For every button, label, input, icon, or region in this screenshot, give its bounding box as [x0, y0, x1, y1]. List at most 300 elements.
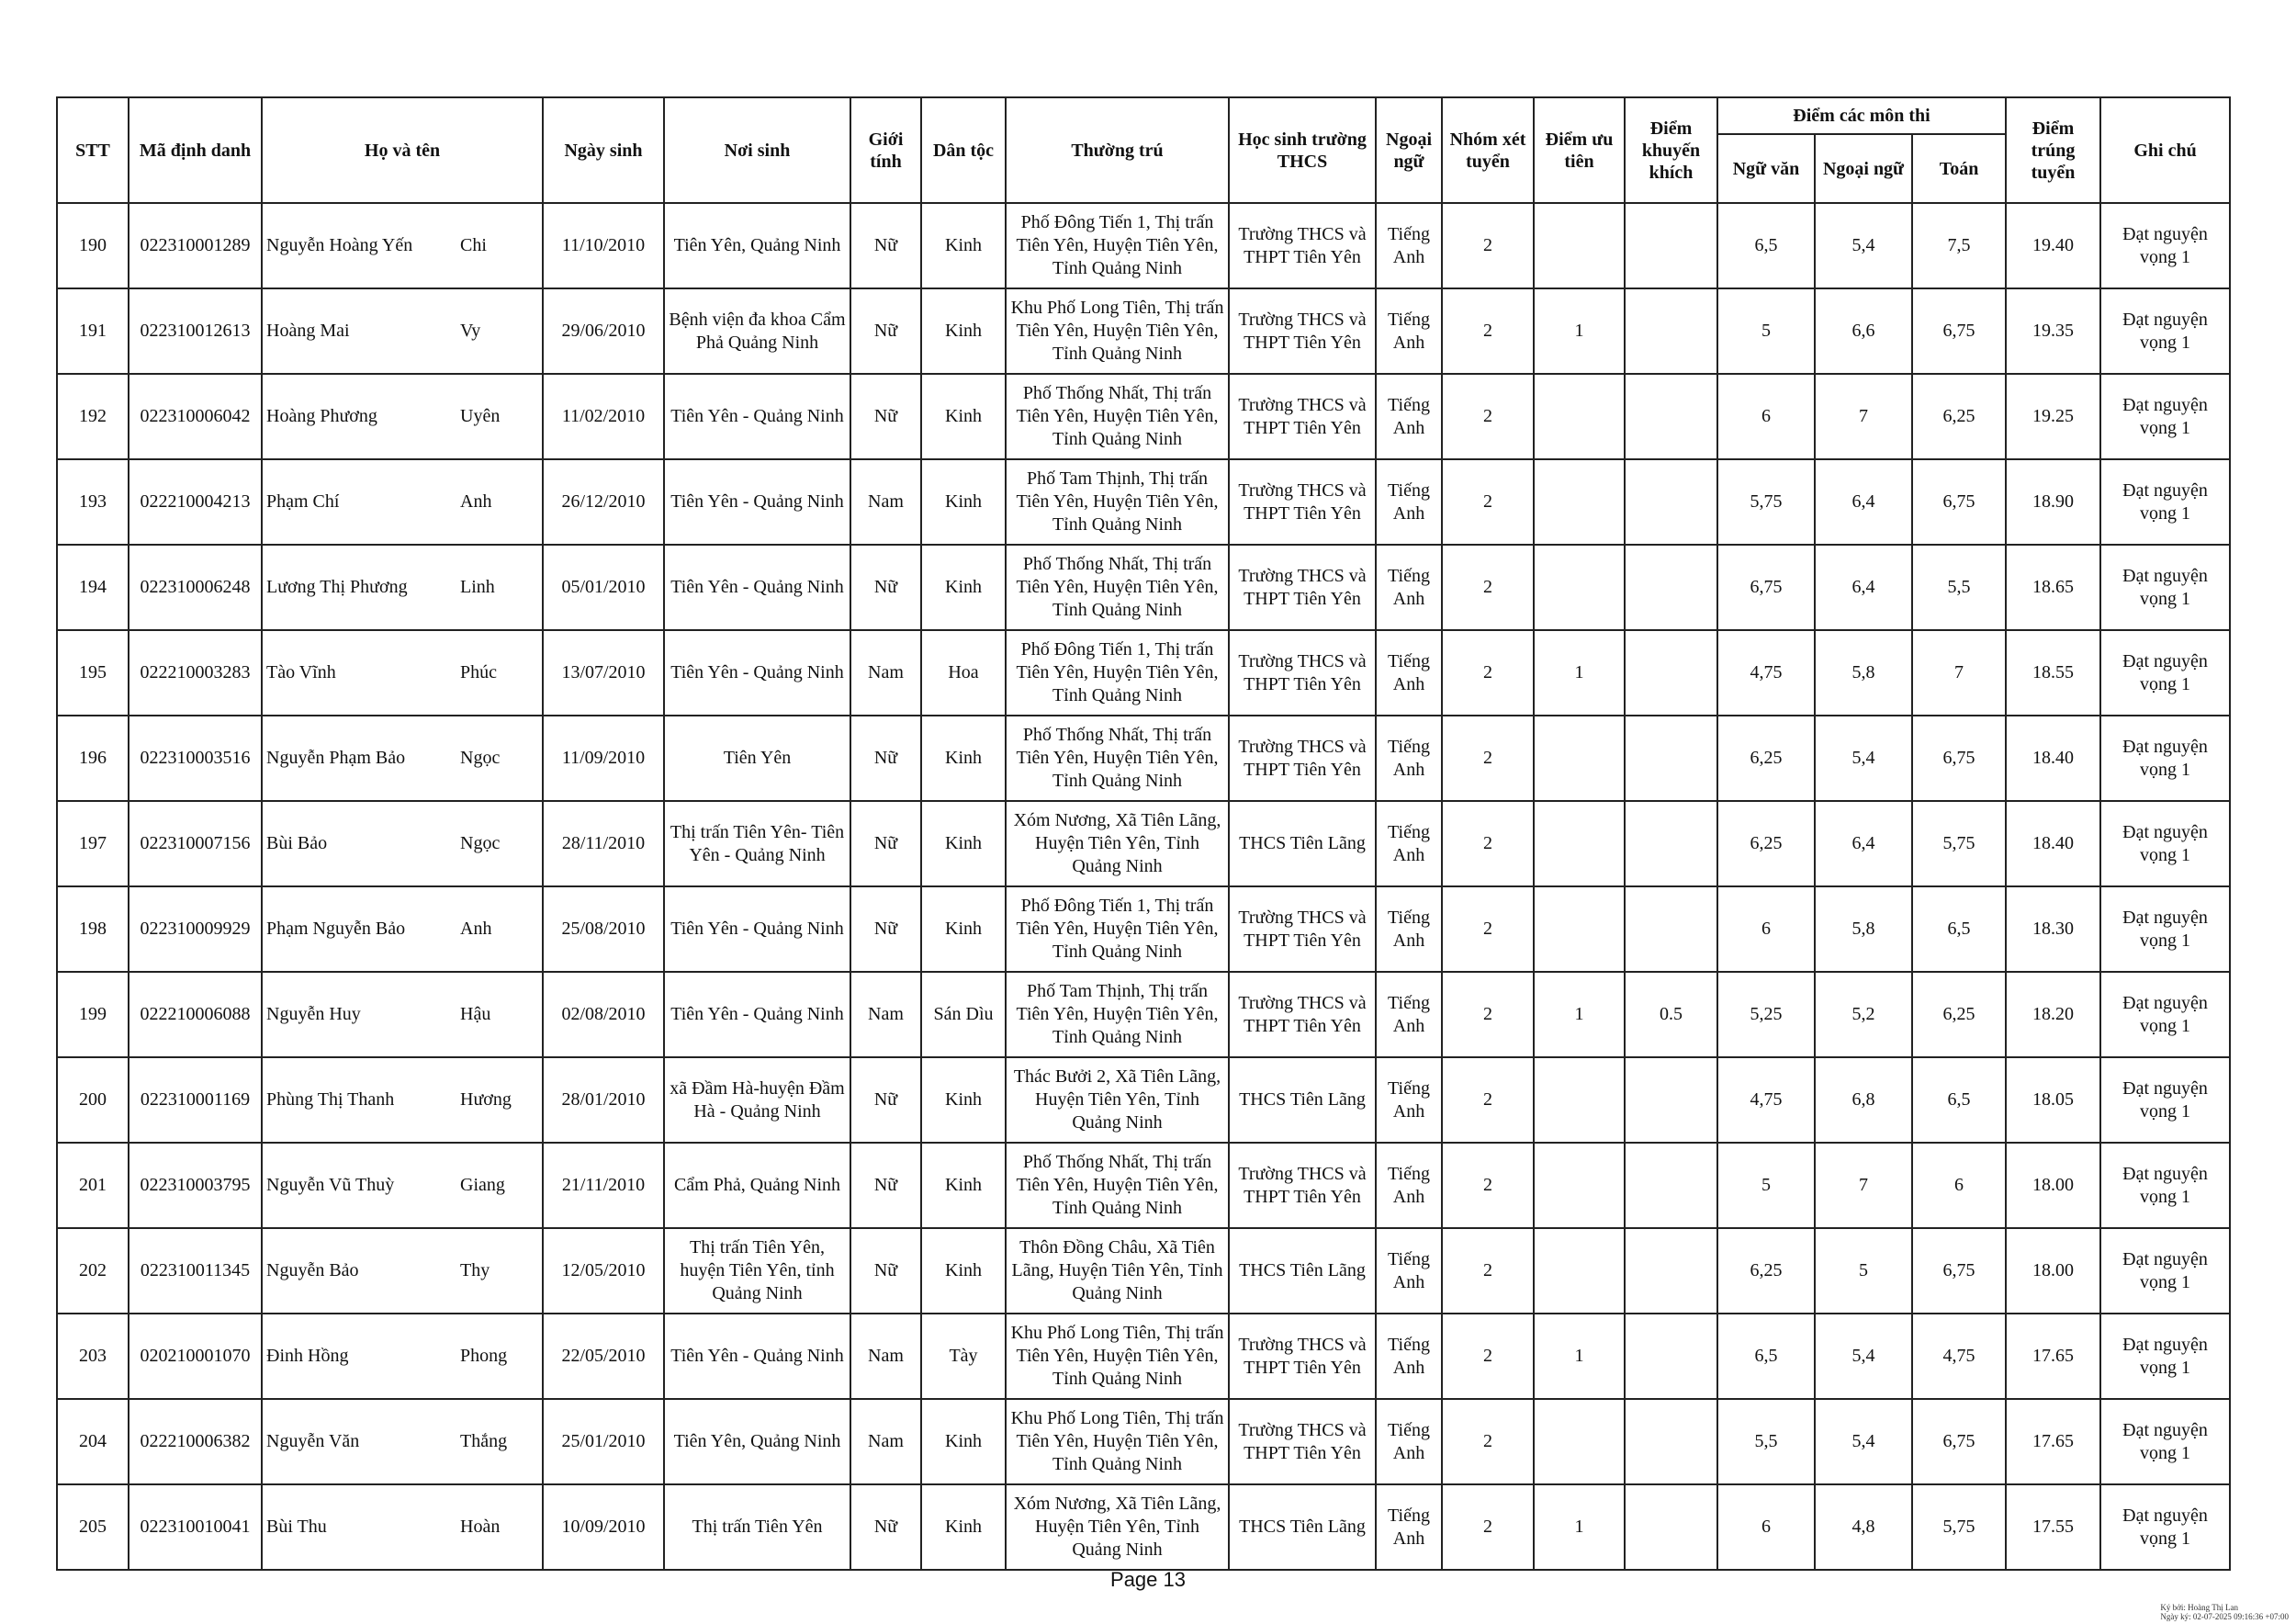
cell-truong-thcs: Trường THCS và THPT Tiên Yên: [1229, 288, 1376, 374]
cell-ngoai-ngu-diem: 5,4: [1815, 203, 1912, 288]
cell-stt: 197: [57, 801, 129, 886]
table-row: [57, 545, 2230, 630]
cell-ngoai-ngu: Tiếng Anh: [1376, 630, 1442, 716]
cell-dan-toc: Kinh: [921, 459, 1006, 545]
header-ho-ten: Họ và tên: [262, 97, 543, 203]
table-row: [57, 972, 2230, 1057]
cell-ghi-chu: Đạt nguyện vọng 1: [2100, 1228, 2230, 1314]
cell-stt: 196: [57, 716, 129, 801]
cell-noi-sinh: Tiên Yên - Quảng Ninh: [664, 459, 850, 545]
cell-toan: 5,5: [1912, 545, 2006, 630]
cell-ho-dem: Nguyễn Vũ Thuỳ: [262, 1143, 453, 1228]
cell-nhom-xet-tuyen: 2: [1442, 801, 1534, 886]
cell-diem-khuyen-khich: [1625, 1314, 1717, 1399]
cell-truong-thcs: Trường THCS và THPT Tiên Yên: [1229, 374, 1376, 459]
cell-noi-sinh: Bệnh viện đa khoa Cẩm Phả Quảng Ninh: [664, 288, 850, 374]
cell-ngoai-ngu-diem: 6,4: [1815, 801, 1912, 886]
header-diem-khuyen-khich: Điểm khuyến khích: [1625, 97, 1717, 203]
cell-ghi-chu: Đạt nguyện vọng 1: [2100, 1057, 2230, 1143]
cell-ngoai-ngu: Tiếng Anh: [1376, 1314, 1442, 1399]
cell-diem-uu-tien: [1534, 716, 1625, 801]
cell-noi-sinh: Tiên Yên, Quảng Ninh: [664, 1399, 850, 1484]
cell-ghi-chu: Đạt nguyện vọng 1: [2100, 203, 2230, 288]
cell-noi-sinh: Tiên Yên - Quảng Ninh: [664, 630, 850, 716]
cell-gioi-tinh: Nam: [850, 630, 921, 716]
cell-ngay-sinh: 22/05/2010: [543, 1314, 664, 1399]
cell-ngay-sinh: 11/09/2010: [543, 716, 664, 801]
table-row: [57, 886, 2230, 972]
cell-gioi-tinh: Nam: [850, 459, 921, 545]
cell-toan: 6,75: [1912, 716, 2006, 801]
cell-diem-uu-tien: [1534, 459, 1625, 545]
cell-diem-uu-tien: 1: [1534, 630, 1625, 716]
cell-truong-thcs: Trường THCS và THPT Tiên Yên: [1229, 459, 1376, 545]
cell-truong-thcs: Trường THCS và THPT Tiên Yên: [1229, 1314, 1376, 1399]
table-row: [57, 1228, 2230, 1314]
cell-truong-thcs: Trường THCS và THPT Tiên Yên: [1229, 630, 1376, 716]
cell-diem-trung-tuyen: 19.25: [2006, 374, 2100, 459]
cell-dan-toc: Kinh: [921, 545, 1006, 630]
cell-thuong-tru: Phố Thống Nhất, Thị trấn Tiên Yên, Huyện Tiên Yên, Tỉnh Quảng Ninh: [1006, 1143, 1229, 1228]
cell-toan: 5,75: [1912, 801, 2006, 886]
cell-diem-trung-tuyen: 18.00: [2006, 1228, 2100, 1314]
cell-diem-trung-tuyen: 18.20: [2006, 972, 2100, 1057]
cell-ghi-chu: Đạt nguyện vọng 1: [2100, 288, 2230, 374]
cell-ngu-van: 6,25: [1717, 716, 1815, 801]
cell-diem-uu-tien: [1534, 374, 1625, 459]
cell-noi-sinh: Tiên Yên, Quảng Ninh: [664, 203, 850, 288]
cell-ten: Hoàn: [453, 1484, 543, 1570]
cell-nhom-xet-tuyen: 2: [1442, 459, 1534, 545]
cell-ma-dinh-danh: 022210004213: [129, 459, 262, 545]
table-row: [57, 716, 2230, 801]
cell-ten: Anh: [453, 886, 543, 972]
cell-ten: Hương: [453, 1057, 543, 1143]
cell-dan-toc: Kinh: [921, 1484, 1006, 1570]
cell-ngoai-ngu-diem: 7: [1815, 1143, 1912, 1228]
cell-diem-uu-tien: [1534, 1143, 1625, 1228]
cell-thuong-tru: Phố Thống Nhất, Thị trấn Tiên Yên, Huyện Tiên Yên, Tỉnh Quảng Ninh: [1006, 545, 1229, 630]
cell-ten: Hậu: [453, 972, 543, 1057]
cell-dan-toc: Kinh: [921, 1228, 1006, 1314]
header-ngay-sinh: Ngày sinh: [543, 97, 664, 203]
cell-thuong-tru: Phố Đông Tiến 1, Thị trấn Tiên Yên, Huyện Tiên Yên, Tỉnh Quảng Ninh: [1006, 630, 1229, 716]
cell-ngu-van: 6: [1717, 886, 1815, 972]
cell-stt: 195: [57, 630, 129, 716]
cell-ten: Phúc: [453, 630, 543, 716]
cell-noi-sinh: Thị trấn Tiên Yên- Tiên Yên - Quảng Ninh: [664, 801, 850, 886]
cell-dan-toc: Hoa: [921, 630, 1006, 716]
cell-diem-khuyen-khich: [1625, 1228, 1717, 1314]
cell-diem-trung-tuyen: 19.35: [2006, 288, 2100, 374]
cell-toan: 6,75: [1912, 1399, 2006, 1484]
cell-ghi-chu: Đạt nguyện vọng 1: [2100, 886, 2230, 972]
cell-thuong-tru: Phố Đông Tiến 1, Thị trấn Tiên Yên, Huyện Tiên Yên, Tỉnh Quảng Ninh: [1006, 886, 1229, 972]
cell-truong-thcs: Trường THCS và THPT Tiên Yên: [1229, 716, 1376, 801]
cell-diem-trung-tuyen: 17.65: [2006, 1314, 2100, 1399]
cell-ngoai-ngu-diem: 5,8: [1815, 886, 1912, 972]
cell-toan: 6,5: [1912, 1057, 2006, 1143]
cell-truong-thcs: Trường THCS và THPT Tiên Yên: [1229, 1143, 1376, 1228]
cell-ghi-chu: Đạt nguyện vọng 1: [2100, 1143, 2230, 1228]
cell-truong-thcs: Trường THCS và THPT Tiên Yên: [1229, 1399, 1376, 1484]
cell-ngay-sinh: 25/01/2010: [543, 1399, 664, 1484]
cell-gioi-tinh: Nam: [850, 1314, 921, 1399]
cell-stt: 201: [57, 1143, 129, 1228]
cell-ngoai-ngu: Tiếng Anh: [1376, 203, 1442, 288]
table-row: [57, 203, 2230, 288]
cell-truong-thcs: THCS Tiên Lãng: [1229, 801, 1376, 886]
cell-stt: 194: [57, 545, 129, 630]
cell-ho-dem: Phùng Thị Thanh: [262, 1057, 453, 1143]
cell-diem-uu-tien: [1534, 1228, 1625, 1314]
cell-ngoai-ngu: Tiếng Anh: [1376, 801, 1442, 886]
header-diem-uu-tien: Điểm ưu tiên: [1534, 97, 1625, 203]
cell-ten: Giang: [453, 1143, 543, 1228]
cell-ma-dinh-danh: 022310006248: [129, 545, 262, 630]
cell-thuong-tru: Phố Tam Thịnh, Thị trấn Tiên Yên, Huyện Tiên Yên, Tỉnh Quảng Ninh: [1006, 972, 1229, 1057]
table-header: [57, 97, 2230, 203]
cell-diem-uu-tien: 1: [1534, 288, 1625, 374]
cell-dan-toc: Kinh: [921, 1143, 1006, 1228]
sign-date: Ngày ký: 02-07-2025 09:16:36 +07:00: [2160, 1612, 2289, 1621]
cell-ngu-van: 5: [1717, 288, 1815, 374]
cell-ten: Linh: [453, 545, 543, 630]
header-thuong-tru: Thường trú: [1006, 97, 1229, 203]
cell-stt: 205: [57, 1484, 129, 1570]
cell-ngay-sinh: 28/11/2010: [543, 801, 664, 886]
cell-noi-sinh: Cẩm Phả, Quảng Ninh: [664, 1143, 850, 1228]
cell-noi-sinh: xã Đầm Hà-huyện Đầm Hà - Quảng Ninh: [664, 1057, 850, 1143]
header-truong-thcs: Học sinh trường THCS: [1229, 97, 1376, 203]
cell-diem-uu-tien: 1: [1534, 1314, 1625, 1399]
cell-ho-dem: Phạm Chí: [262, 459, 453, 545]
cell-diem-khuyen-khich: [1625, 1399, 1717, 1484]
cell-ngoai-ngu: Tiếng Anh: [1376, 1228, 1442, 1314]
cell-stt: 200: [57, 1057, 129, 1143]
cell-ghi-chu: Đạt nguyện vọng 1: [2100, 545, 2230, 630]
cell-dan-toc: Kinh: [921, 203, 1006, 288]
cell-diem-uu-tien: [1534, 886, 1625, 972]
cell-ngu-van: 6,5: [1717, 1314, 1815, 1399]
cell-ten: Ngọc: [453, 716, 543, 801]
cell-diem-khuyen-khich: [1625, 801, 1717, 886]
cell-ngoai-ngu: Tiếng Anh: [1376, 1143, 1442, 1228]
header-diem-trung-tuyen: Điểm trúng tuyển: [2006, 97, 2100, 203]
cell-ma-dinh-danh: 022310011345: [129, 1228, 262, 1314]
cell-ngu-van: 6,25: [1717, 1228, 1815, 1314]
cell-thuong-tru: Phố Tam Thịnh, Thị trấn Tiên Yên, Huyện Tiên Yên, Tỉnh Quảng Ninh: [1006, 459, 1229, 545]
cell-ho-dem: Đinh Hồng: [262, 1314, 453, 1399]
header-diem-mon-thi: Điểm các môn thi: [1717, 97, 2006, 134]
cell-nhom-xet-tuyen: 2: [1442, 972, 1534, 1057]
cell-diem-khuyen-khich: 0.5: [1625, 972, 1717, 1057]
cell-ma-dinh-danh: 020210001070: [129, 1314, 262, 1399]
cell-ngoai-ngu: Tiếng Anh: [1376, 716, 1442, 801]
cell-ho-dem: Nguyễn Huy: [262, 972, 453, 1057]
cell-dan-toc: Kinh: [921, 801, 1006, 886]
cell-ngoai-ngu-diem: 5,2: [1815, 972, 1912, 1057]
cell-toan: 6,75: [1912, 1228, 2006, 1314]
cell-ngay-sinh: 21/11/2010: [543, 1143, 664, 1228]
cell-noi-sinh: Tiên Yên - Quảng Ninh: [664, 972, 850, 1057]
cell-ngay-sinh: 29/06/2010: [543, 288, 664, 374]
cell-ma-dinh-danh: 022310003795: [129, 1143, 262, 1228]
header-noi-sinh: Nơi sinh: [664, 97, 850, 203]
cell-nhom-xet-tuyen: 2: [1442, 1228, 1534, 1314]
cell-toan: 6,25: [1912, 374, 2006, 459]
cell-ngoai-ngu: Tiếng Anh: [1376, 545, 1442, 630]
cell-noi-sinh: Tiên Yên: [664, 716, 850, 801]
cell-thuong-tru: Phố Thống Nhất, Thị trấn Tiên Yên, Huyện Tiên Yên, Tỉnh Quảng Ninh: [1006, 374, 1229, 459]
cell-ngay-sinh: 10/09/2010: [543, 1484, 664, 1570]
header-ngoai-ngu-mon: Ngoại ngữ: [1815, 134, 1912, 203]
cell-diem-uu-tien: 1: [1534, 1484, 1625, 1570]
cell-ghi-chu: Đạt nguyện vọng 1: [2100, 1399, 2230, 1484]
header-dan-toc: Dân tộc: [921, 97, 1006, 203]
cell-ten: Thắng: [453, 1399, 543, 1484]
cell-nhom-xet-tuyen: 2: [1442, 1399, 1534, 1484]
cell-gioi-tinh: Nữ: [850, 1484, 921, 1570]
cell-nhom-xet-tuyen: 2: [1442, 716, 1534, 801]
cell-ngoai-ngu-diem: 6,6: [1815, 288, 1912, 374]
cell-ho-dem: Bùi Bảo: [262, 801, 453, 886]
cell-thuong-tru: Xóm Nương, Xã Tiên Lãng, Huyện Tiên Yên, Tỉnh Quảng Ninh: [1006, 801, 1229, 886]
cell-diem-uu-tien: 1: [1534, 972, 1625, 1057]
cell-diem-trung-tuyen: 18.55: [2006, 630, 2100, 716]
cell-ten: Thy: [453, 1228, 543, 1314]
cell-noi-sinh: Tiên Yên - Quảng Ninh: [664, 545, 850, 630]
cell-ghi-chu: Đạt nguyện vọng 1: [2100, 1314, 2230, 1399]
cell-diem-trung-tuyen: 19.40: [2006, 203, 2100, 288]
cell-nhom-xet-tuyen: 2: [1442, 203, 1534, 288]
cell-ghi-chu: Đạt nguyện vọng 1: [2100, 801, 2230, 886]
cell-thuong-tru: Phố Đông Tiến 1, Thị trấn Tiên Yên, Huyện Tiên Yên, Tỉnh Quảng Ninh: [1006, 203, 1229, 288]
cell-ma-dinh-danh: 022310006042: [129, 374, 262, 459]
cell-thuong-tru: Thôn Đồng Châu, Xã Tiên Lãng, Huyện Tiên Yên, Tỉnh Quảng Ninh: [1006, 1228, 1229, 1314]
cell-ngoai-ngu-diem: 4,8: [1815, 1484, 1912, 1570]
cell-gioi-tinh: Nữ: [850, 886, 921, 972]
cell-diem-trung-tuyen: 18.40: [2006, 716, 2100, 801]
table-row: [57, 1057, 2230, 1143]
cell-gioi-tinh: Nam: [850, 1399, 921, 1484]
cell-ghi-chu: Đạt nguyện vọng 1: [2100, 716, 2230, 801]
cell-gioi-tinh: Nữ: [850, 545, 921, 630]
cell-ngay-sinh: 11/10/2010: [543, 203, 664, 288]
table-row: [57, 288, 2230, 374]
cell-nhom-xet-tuyen: 2: [1442, 374, 1534, 459]
cell-ngay-sinh: 13/07/2010: [543, 630, 664, 716]
cell-ma-dinh-danh: 022310009929: [129, 886, 262, 972]
cell-nhom-xet-tuyen: 2: [1442, 545, 1534, 630]
header-toan: Toán: [1912, 134, 2006, 203]
cell-diem-trung-tuyen: 18.90: [2006, 459, 2100, 545]
cell-nhom-xet-tuyen: 2: [1442, 1143, 1534, 1228]
cell-diem-khuyen-khich: [1625, 374, 1717, 459]
cell-ngoai-ngu: Tiếng Anh: [1376, 1057, 1442, 1143]
cell-diem-uu-tien: [1534, 801, 1625, 886]
cell-truong-thcs: Trường THCS và THPT Tiên Yên: [1229, 972, 1376, 1057]
cell-truong-thcs: Trường THCS và THPT Tiên Yên: [1229, 545, 1376, 630]
cell-truong-thcs: Trường THCS và THPT Tiên Yên: [1229, 203, 1376, 288]
cell-ngoai-ngu-diem: 5,4: [1815, 716, 1912, 801]
cell-truong-thcs: THCS Tiên Lãng: [1229, 1057, 1376, 1143]
cell-ngoai-ngu: Tiếng Anh: [1376, 459, 1442, 545]
cell-ngoai-ngu-diem: 7: [1815, 374, 1912, 459]
header-ngu-van: Ngữ văn: [1717, 134, 1815, 203]
cell-stt: 199: [57, 972, 129, 1057]
cell-ghi-chu: Đạt nguyện vọng 1: [2100, 972, 2230, 1057]
table-row: [57, 459, 2230, 545]
cell-dan-toc: Sán Dìu: [921, 972, 1006, 1057]
cell-ngoai-ngu-diem: 6,4: [1815, 545, 1912, 630]
cell-diem-uu-tien: [1534, 1057, 1625, 1143]
cell-nhom-xet-tuyen: 2: [1442, 1057, 1534, 1143]
digital-signature: [2160, 1603, 2289, 1621]
cell-ma-dinh-danh: 022310007156: [129, 801, 262, 886]
cell-noi-sinh: Thị trấn Tiên Yên, huyện Tiên Yên, tỉnh Quảng Ninh: [664, 1228, 850, 1314]
cell-diem-khuyen-khich: [1625, 716, 1717, 801]
cell-ngoai-ngu-diem: 6,8: [1815, 1057, 1912, 1143]
cell-ngay-sinh: 02/08/2010: [543, 972, 664, 1057]
cell-gioi-tinh: Nữ: [850, 801, 921, 886]
cell-ten: Uyên: [453, 374, 543, 459]
cell-noi-sinh: Thị trấn Tiên Yên: [664, 1484, 850, 1570]
cell-stt: 204: [57, 1399, 129, 1484]
cell-nhom-xet-tuyen: 2: [1442, 630, 1534, 716]
cell-ngu-van: 4,75: [1717, 1057, 1815, 1143]
cell-thuong-tru: Phố Thống Nhất, Thị trấn Tiên Yên, Huyện Tiên Yên, Tỉnh Quảng Ninh: [1006, 716, 1229, 801]
cell-ngay-sinh: 12/05/2010: [543, 1228, 664, 1314]
cell-ma-dinh-danh: 022210006088: [129, 972, 262, 1057]
cell-toan: 5,75: [1912, 1484, 2006, 1570]
cell-ngu-van: 5,25: [1717, 972, 1815, 1057]
cell-diem-khuyen-khich: [1625, 203, 1717, 288]
cell-ma-dinh-danh: 022310001289: [129, 203, 262, 288]
cell-ngu-van: 6: [1717, 374, 1815, 459]
cell-diem-uu-tien: [1534, 1399, 1625, 1484]
cell-ma-dinh-danh: 022210003283: [129, 630, 262, 716]
cell-ten: Chi: [453, 203, 543, 288]
cell-dan-toc: Kinh: [921, 288, 1006, 374]
cell-ngoai-ngu-diem: 5,8: [1815, 630, 1912, 716]
cell-ho-dem: Nguyễn Phạm Bảo: [262, 716, 453, 801]
cell-diem-trung-tuyen: 17.55: [2006, 1484, 2100, 1570]
cell-ho-dem: Hoàng Phương: [262, 374, 453, 459]
cell-ho-dem: Hoàng Mai: [262, 288, 453, 374]
table-row: [57, 801, 2230, 886]
cell-ngu-van: 5,75: [1717, 459, 1815, 545]
cell-ma-dinh-danh: 022310010041: [129, 1484, 262, 1570]
header-ngoai-ngu: Ngoại ngữ: [1376, 97, 1442, 203]
cell-gioi-tinh: Nữ: [850, 374, 921, 459]
table-row: [57, 1143, 2230, 1228]
table-row: [57, 1399, 2230, 1484]
cell-truong-thcs: Trường THCS và THPT Tiên Yên: [1229, 886, 1376, 972]
header-ma-dinh-danh: Mã định danh: [129, 97, 262, 203]
cell-ma-dinh-danh: 022310012613: [129, 288, 262, 374]
cell-ho-dem: Phạm Nguyễn Bảo: [262, 886, 453, 972]
cell-ngoai-ngu: Tiếng Anh: [1376, 886, 1442, 972]
cell-ho-dem: Nguyễn Văn: [262, 1399, 453, 1484]
cell-ho-dem: Nguyễn Bảo: [262, 1228, 453, 1314]
cell-nhom-xet-tuyen: 2: [1442, 288, 1534, 374]
cell-dan-toc: Kinh: [921, 374, 1006, 459]
cell-toan: 6,25: [1912, 972, 2006, 1057]
cell-ten: Ngọc: [453, 801, 543, 886]
cell-dan-toc: Kinh: [921, 1057, 1006, 1143]
cell-toan: 6,5: [1912, 886, 2006, 972]
cell-ngoai-ngu-diem: 5,4: [1815, 1314, 1912, 1399]
cell-toan: 6: [1912, 1143, 2006, 1228]
cell-toan: 6,75: [1912, 288, 2006, 374]
cell-noi-sinh: Tiên Yên - Quảng Ninh: [664, 1314, 850, 1399]
cell-diem-uu-tien: [1534, 203, 1625, 288]
cell-toan: 7,5: [1912, 203, 2006, 288]
cell-ten: Anh: [453, 459, 543, 545]
cell-dan-toc: Kinh: [921, 716, 1006, 801]
cell-ngay-sinh: 28/01/2010: [543, 1057, 664, 1143]
cell-ngoai-ngu: Tiếng Anh: [1376, 288, 1442, 374]
cell-ghi-chu: Đạt nguyện vọng 1: [2100, 1484, 2230, 1570]
page-number: Page 13: [1110, 1568, 1186, 1591]
cell-ho-dem: Tào Vĩnh: [262, 630, 453, 716]
cell-stt: 190: [57, 203, 129, 288]
cell-ma-dinh-danh: 022310001169: [129, 1057, 262, 1143]
cell-ten: Vy: [453, 288, 543, 374]
admission-results-table: [56, 96, 2231, 1571]
cell-ngoai-ngu-diem: 5,4: [1815, 1399, 1912, 1484]
cell-stt: 202: [57, 1228, 129, 1314]
cell-ngoai-ngu: Tiếng Anh: [1376, 1399, 1442, 1484]
cell-nhom-xet-tuyen: 2: [1442, 886, 1534, 972]
cell-diem-khuyen-khich: [1625, 1484, 1717, 1570]
cell-stt: 191: [57, 288, 129, 374]
table-body: [57, 203, 2230, 1570]
cell-ngu-van: 6,75: [1717, 545, 1815, 630]
cell-ngay-sinh: 05/01/2010: [543, 545, 664, 630]
header-nhom-xet-tuyen: Nhóm xét tuyển: [1442, 97, 1534, 203]
cell-diem-trung-tuyen: 18.30: [2006, 886, 2100, 972]
cell-ngu-van: 5,5: [1717, 1399, 1815, 1484]
cell-ngu-van: 5: [1717, 1143, 1815, 1228]
cell-ngu-van: 6: [1717, 1484, 1815, 1570]
cell-diem-khuyen-khich: [1625, 630, 1717, 716]
table-row: [57, 374, 2230, 459]
cell-truong-thcs: THCS Tiên Lãng: [1229, 1484, 1376, 1570]
cell-ho-dem: Nguyễn Hoàng Yến: [262, 203, 453, 288]
cell-truong-thcs: THCS Tiên Lãng: [1229, 1228, 1376, 1314]
cell-diem-khuyen-khich: [1625, 288, 1717, 374]
cell-diem-uu-tien: [1534, 545, 1625, 630]
cell-ngu-van: 4,75: [1717, 630, 1815, 716]
cell-ghi-chu: Đạt nguyện vọng 1: [2100, 374, 2230, 459]
cell-ho-dem: Bùi Thu: [262, 1484, 453, 1570]
cell-thuong-tru: Khu Phố Long Tiên, Thị trấn Tiên Yên, Huyện Tiên Yên, Tỉnh Quảng Ninh: [1006, 288, 1229, 374]
cell-nhom-xet-tuyen: 2: [1442, 1314, 1534, 1399]
cell-ngoai-ngu: Tiếng Anh: [1376, 374, 1442, 459]
cell-gioi-tinh: Nữ: [850, 1228, 921, 1314]
cell-gioi-tinh: Nữ: [850, 1143, 921, 1228]
cell-ngay-sinh: 26/12/2010: [543, 459, 664, 545]
cell-gioi-tinh: Nam: [850, 972, 921, 1057]
cell-dan-toc: Kinh: [921, 1399, 1006, 1484]
cell-diem-trung-tuyen: 17.65: [2006, 1399, 2100, 1484]
cell-gioi-tinh: Nữ: [850, 288, 921, 374]
cell-noi-sinh: Tiên Yên - Quảng Ninh: [664, 886, 850, 972]
cell-diem-khuyen-khich: [1625, 1143, 1717, 1228]
cell-diem-khuyen-khich: [1625, 459, 1717, 545]
